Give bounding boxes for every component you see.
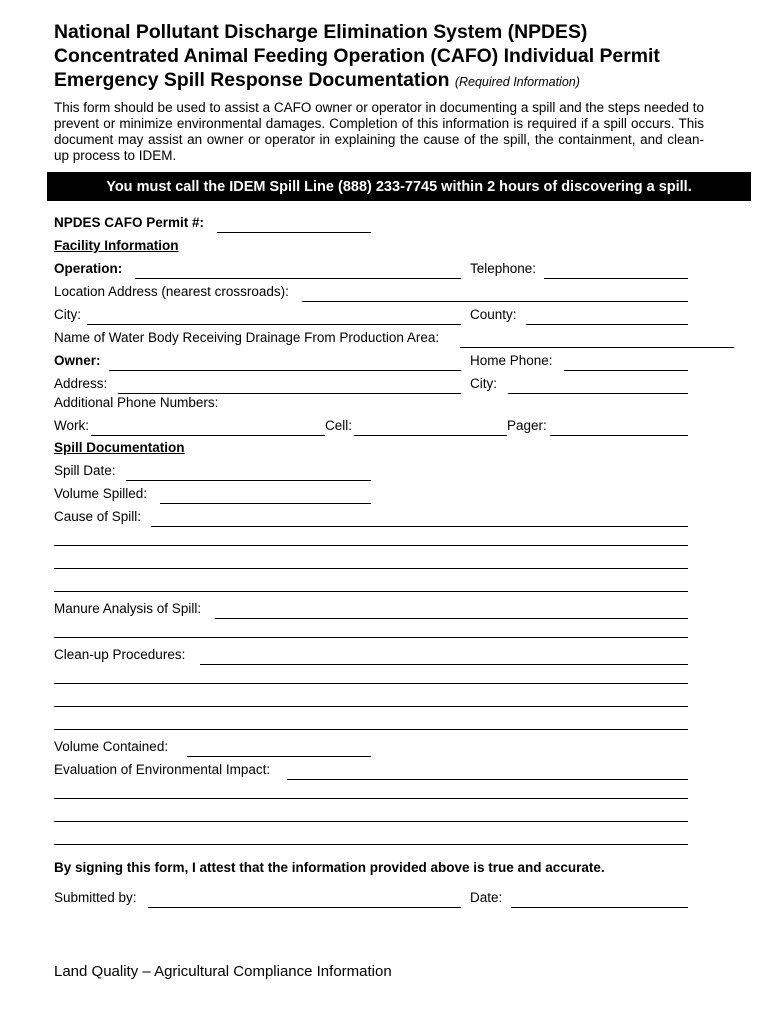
owner-label: Owner:	[54, 353, 101, 368]
intro-paragraph: This form should be used to assist a CAFO owner or operator in documenting a spill and the steps needed to prevent or minimize environmental damages. Completion of this information is required if a spill occurs. This document may assist an owner or operator in explaining the cause of the spill, the containment, and clean-up process to IDEM.	[54, 100, 704, 163]
volume-spilled-label: Volume Spilled:	[54, 486, 148, 501]
owner-city-field[interactable]	[508, 374, 688, 394]
city-label: City:	[54, 307, 81, 322]
evaluation-line-3[interactable]	[54, 802, 688, 822]
submitted-by-field[interactable]	[148, 888, 461, 908]
cleanup-label: Clean-up Procedures:	[54, 647, 186, 662]
address-label: Address:	[54, 376, 108, 391]
spill-line-banner: You must call the IDEM Spill Line (888) 233-7745 within 2 hours of discovering a spill.	[47, 172, 751, 201]
volume-contained-field[interactable]	[187, 737, 371, 757]
work-label: Work:	[54, 418, 90, 433]
additional-phones-label: Additional Phone Numbers:	[54, 395, 219, 410]
manure-field[interactable]	[215, 599, 688, 619]
owner-field[interactable]	[109, 351, 461, 371]
cleanup-line-2[interactable]	[54, 664, 688, 684]
evaluation-line-2[interactable]	[54, 779, 688, 799]
cleanup-line-3[interactable]	[54, 687, 688, 707]
title-line-3	[54, 68, 734, 94]
cause-field[interactable]	[151, 507, 688, 527]
form-title	[54, 20, 734, 94]
cleanup-field[interactable]	[200, 645, 688, 665]
cause-line-2[interactable]	[54, 526, 688, 546]
cell-phone-field[interactable]	[354, 416, 507, 436]
location-label: Location Address (nearest crossroads):	[54, 284, 289, 299]
home-phone-label: Home Phone:	[470, 353, 553, 368]
required-note: (Required Information)	[454, 75, 580, 89]
spill-date-field[interactable]	[126, 461, 371, 481]
facility-heading: Facility Information	[54, 238, 179, 253]
work-phone-field[interactable]	[91, 416, 325, 436]
volume-contained-label: Volume Contained:	[54, 739, 169, 754]
permit-number-field[interactable]	[217, 213, 371, 233]
pager-field[interactable]	[550, 416, 688, 436]
cause-line-3[interactable]	[54, 549, 688, 569]
manure-label: Manure Analysis of Spill:	[54, 601, 202, 616]
spill-date-label: Spill Date:	[54, 463, 116, 478]
county-label: County:	[470, 307, 517, 322]
manure-line-2[interactable]	[54, 618, 688, 638]
volume-spilled-field[interactable]	[160, 484, 371, 504]
telephone-label: Telephone:	[470, 261, 537, 276]
water-body-label: Name of Water Body Receiving Drainage From Production Area:	[54, 330, 440, 345]
title-line-3-text: Emergency Spill Response Documentation	[54, 69, 450, 91]
address-field[interactable]	[118, 374, 461, 394]
submitted-by-label: Submitted by:	[54, 890, 137, 905]
water-body-field[interactable]	[460, 328, 734, 348]
cleanup-line-4[interactable]	[54, 710, 688, 730]
cell-label: Cell:	[325, 418, 353, 433]
permit-label: NPDES CAFO Permit #:	[54, 215, 205, 230]
owner-city-label: City:	[470, 376, 497, 391]
attest-statement: By signing this form, I attest that the information provided above is true and accurate.	[54, 860, 605, 875]
operation-field[interactable]	[135, 259, 461, 279]
city-field[interactable]	[87, 305, 461, 325]
spill-heading: Spill Documentation	[54, 440, 185, 455]
home-phone-field[interactable]	[564, 351, 688, 371]
cause-line-4[interactable]	[54, 572, 688, 592]
county-field[interactable]	[526, 305, 688, 325]
cause-label: Cause of Spill:	[54, 509, 142, 524]
evaluation-label: Evaluation of Environmental Impact:	[54, 762, 271, 777]
telephone-field[interactable]	[544, 259, 688, 279]
location-field[interactable]	[302, 282, 688, 302]
signature-date-label: Date:	[470, 890, 503, 905]
evaluation-line-4[interactable]	[54, 825, 688, 845]
signature-date-field[interactable]	[511, 888, 688, 908]
title-line-2: Concentrated Animal Feeding Operation (CAFO) Individual Permit	[54, 45, 660, 67]
title-line-1: National Pollutant Discharge Elimination System (NPDES)	[54, 21, 588, 43]
footer-text: Land Quality – Agricultural Compliance Information	[54, 963, 392, 980]
operation-label: Operation:	[54, 261, 123, 276]
evaluation-field[interactable]	[287, 760, 688, 780]
pager-label: Pager:	[507, 418, 547, 433]
